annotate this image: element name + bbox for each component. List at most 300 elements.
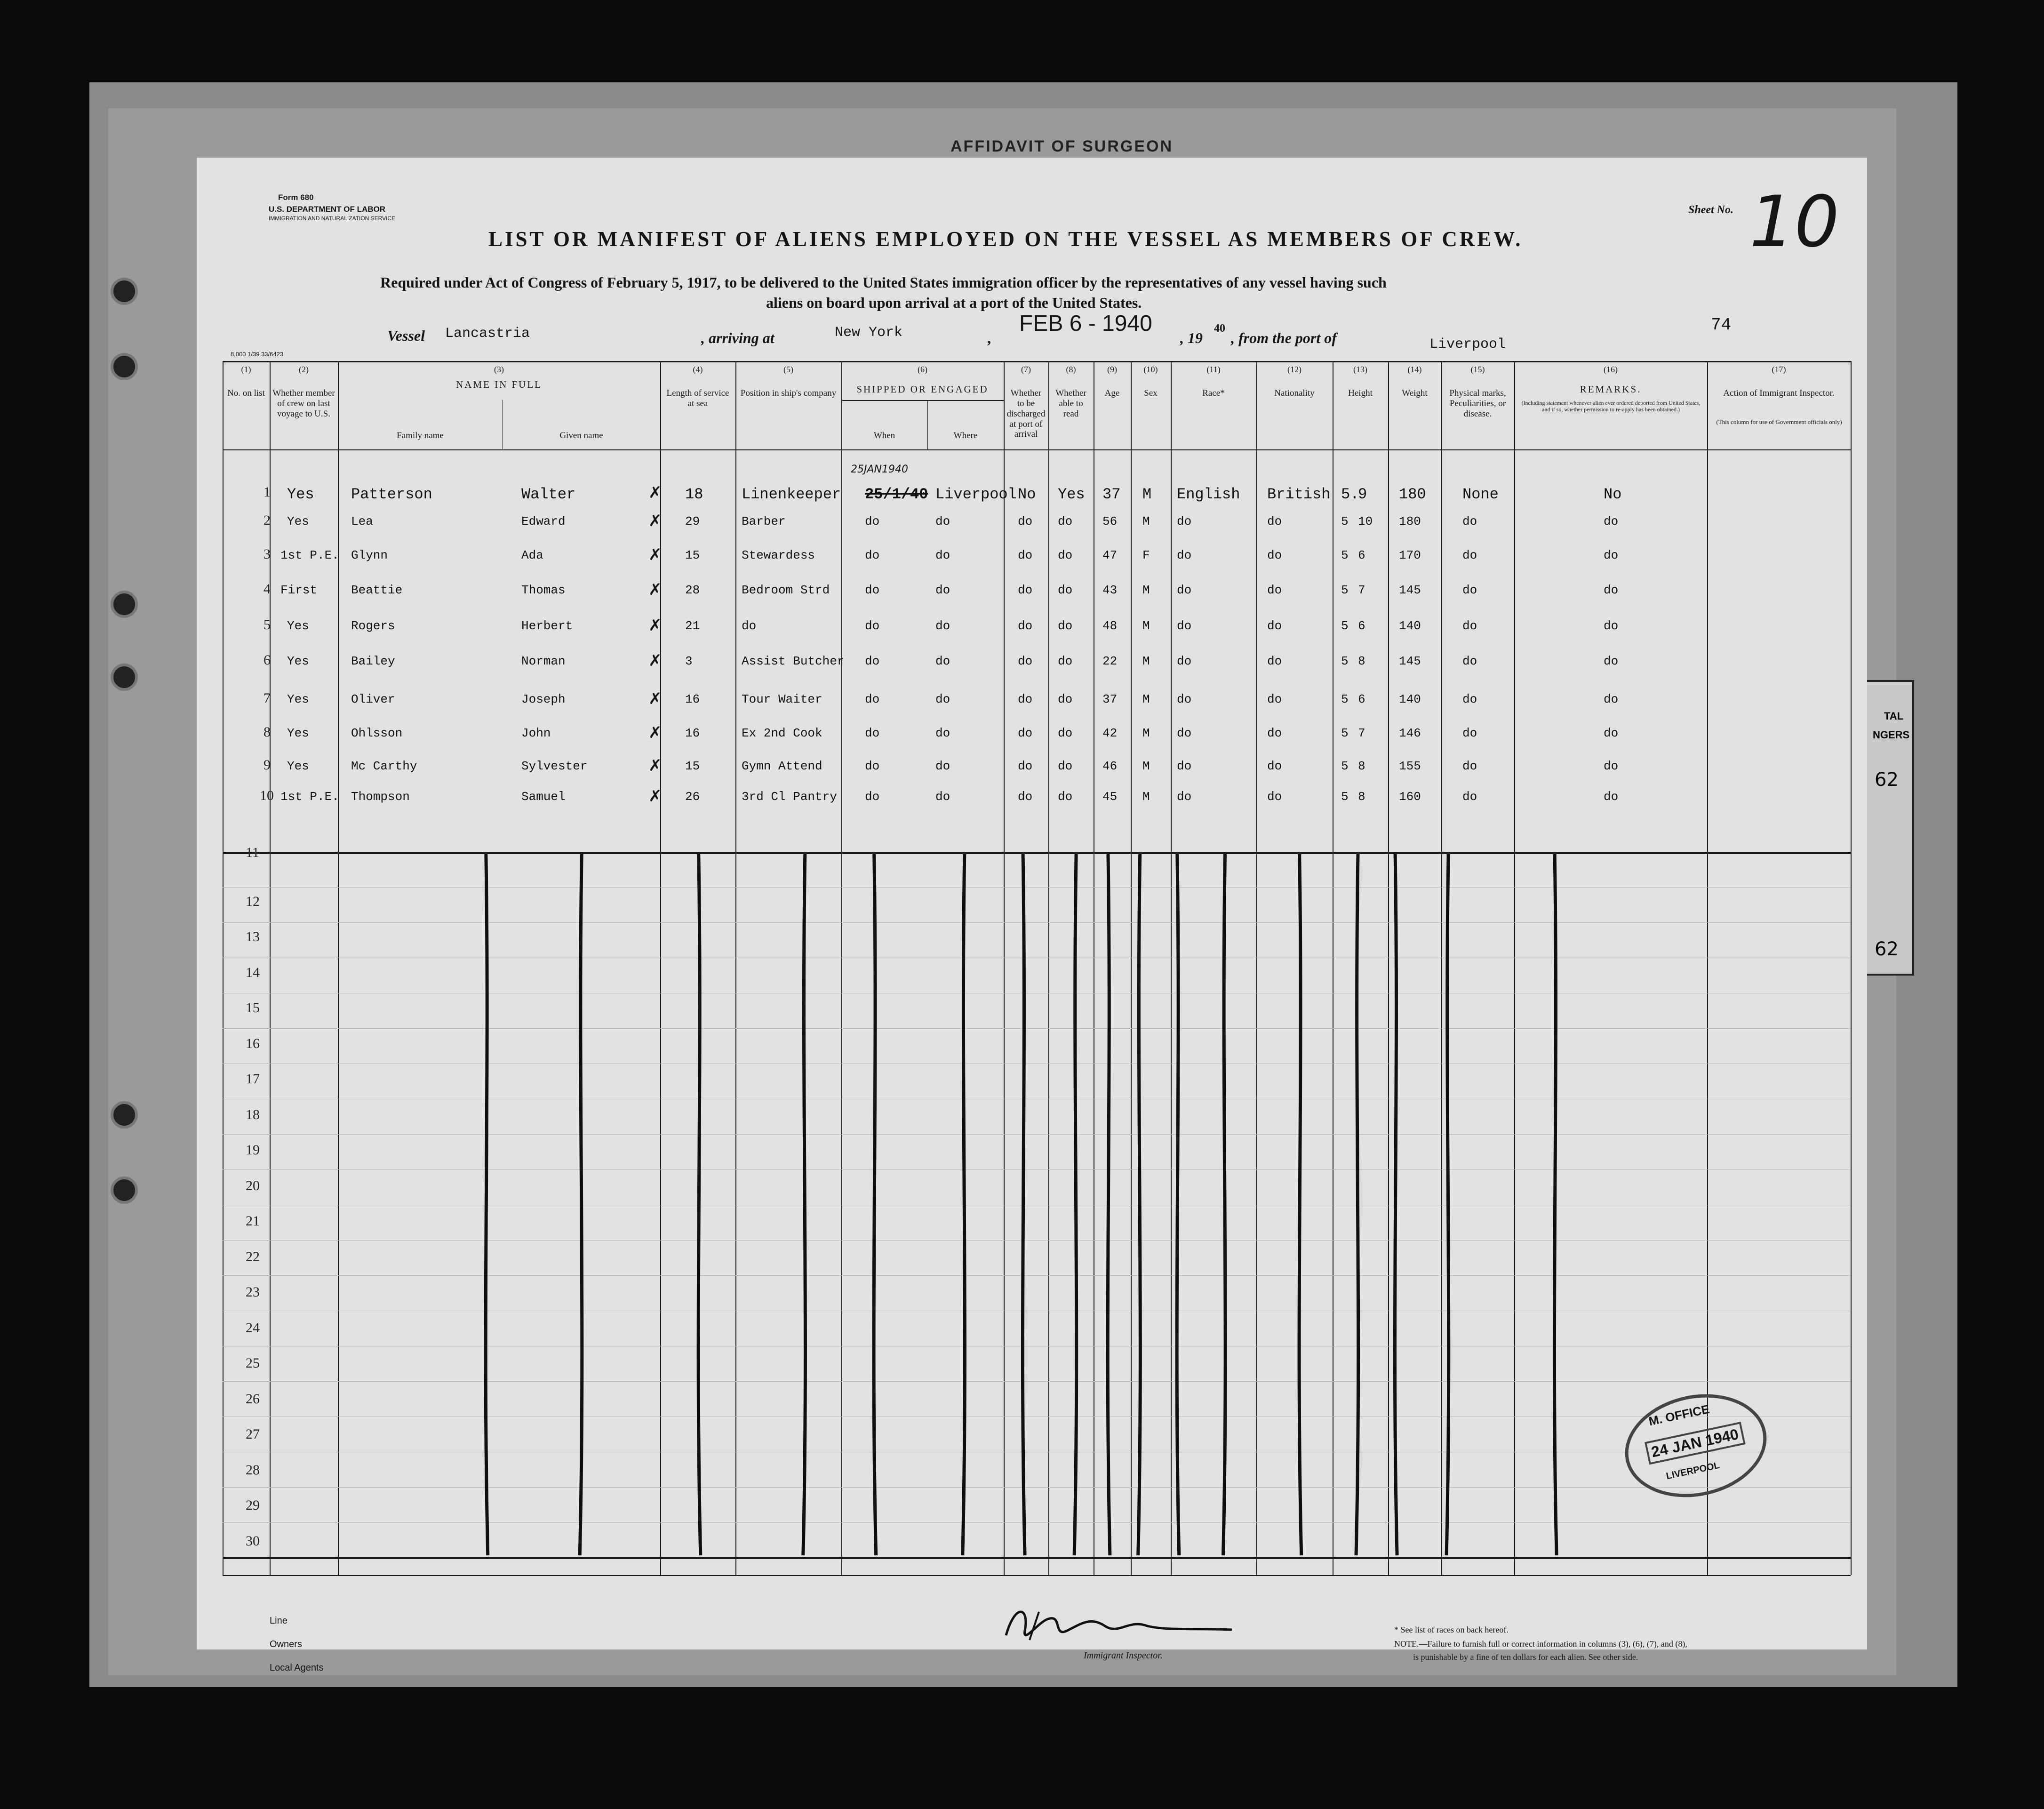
- remarks-cell: do: [1604, 514, 1619, 528]
- column-label: Physical marks, Peculiarities, or disease.: [1449, 388, 1506, 419]
- discharged-cell: do: [1018, 583, 1033, 597]
- remarks-cell: do: [1604, 692, 1619, 706]
- row-number: 6: [263, 652, 271, 668]
- nationality-cell: do: [1267, 619, 1282, 633]
- subtitle-line-2: aliens on board upon arrival at a port of the United States.: [766, 294, 1142, 311]
- empty-row-number: 22: [246, 1249, 260, 1265]
- height-feet-cell: 5: [1341, 759, 1349, 773]
- sex-cell: M: [1142, 790, 1150, 804]
- position-cell: 3rd Cl Pantry: [742, 790, 837, 804]
- row-number: 8: [263, 724, 271, 740]
- position-cell: Tour Waiter: [742, 692, 822, 706]
- given-name-cell: Thomas: [521, 583, 566, 597]
- sex-cell: M: [1142, 759, 1150, 773]
- empty-row-number: 21: [246, 1213, 260, 1229]
- given-name-cell: Samuel: [521, 790, 566, 804]
- stamped-date: FEB 6 - 1940: [1019, 311, 1152, 336]
- sex-cell: F: [1142, 548, 1150, 562]
- empty-row-number: 17: [246, 1071, 260, 1087]
- check-mark: ✗: [648, 723, 662, 742]
- family-name-cell: Rogers: [351, 619, 395, 633]
- physical-marks-cell: do: [1462, 654, 1477, 668]
- ditto-line: [486, 854, 488, 1555]
- check-mark: ✗: [648, 689, 662, 708]
- column-number: (8): [1066, 365, 1076, 374]
- height-inches-cell: 6: [1358, 548, 1365, 562]
- service-length-cell: 29: [685, 514, 700, 528]
- service: IMMIGRATION AND NATURALIZATION SERVICE: [269, 215, 396, 222]
- shipped-where-cell: do: [935, 548, 950, 562]
- column-number: (1): [241, 365, 251, 374]
- discharged-cell: do: [1018, 548, 1033, 562]
- check-mark: ✗: [648, 616, 662, 635]
- nationality-cell: do: [1267, 759, 1282, 773]
- column-label: Action of Immigrant Inspector.: [1723, 388, 1835, 398]
- subheader-given-name: Given name: [559, 431, 603, 440]
- height-feet-cell: 5: [1341, 548, 1349, 562]
- service-length-cell: 15: [685, 759, 700, 773]
- arrival-port: New York: [835, 325, 903, 341]
- row-number: 4: [263, 581, 271, 597]
- race-cell: do: [1177, 583, 1192, 597]
- weight-cell: 180: [1399, 486, 1426, 503]
- discharged-cell: do: [1018, 619, 1033, 633]
- weight-cell: 140: [1399, 692, 1421, 706]
- column-label: Whether to be discharged at port of arrival: [1006, 388, 1046, 440]
- weight-cell: 160: [1399, 790, 1421, 804]
- last-voyage-cell: Yes: [287, 514, 309, 528]
- column-label: Age: [1104, 388, 1120, 398]
- last-voyage-cell: Yes: [287, 619, 309, 633]
- race-cell: do: [1177, 619, 1192, 633]
- empty-row-number: 13: [246, 929, 260, 945]
- given-name-cell: Edward: [521, 514, 566, 528]
- able-to-read-cell: do: [1058, 654, 1073, 668]
- ditto-strike-lines: [197, 158, 1867, 1649]
- column-number: (4): [693, 365, 703, 374]
- column-number: (6): [918, 365, 927, 374]
- empty-row-number: 14: [246, 964, 260, 980]
- shipped-date-annotation: 25JAN1940: [851, 464, 908, 475]
- physical-marks-cell: do: [1462, 514, 1477, 528]
- ditto-line: [1356, 854, 1358, 1555]
- check-mark: ✗: [648, 651, 662, 670]
- position-cell: Assist Butcher: [742, 654, 845, 668]
- shipped-when-cell: do: [865, 692, 880, 706]
- age-cell: 56: [1102, 514, 1118, 528]
- given-name-cell: Norman: [521, 654, 566, 668]
- service-length-cell: 28: [685, 583, 700, 597]
- shipped-where-cell: do: [935, 759, 950, 773]
- ditto-line: [698, 854, 701, 1555]
- remarks-cell: do: [1604, 759, 1619, 773]
- height-feet-cell: 5: [1341, 583, 1349, 597]
- physical-marks-cell: do: [1462, 692, 1477, 706]
- empty-row-number: 30: [246, 1533, 260, 1549]
- family-name-cell: Ohlsson: [351, 726, 403, 740]
- empty-row-number: 18: [246, 1106, 260, 1122]
- height-inches-cell: 6: [1358, 692, 1365, 706]
- column-number: (17): [1772, 365, 1786, 374]
- punch-hole: [111, 353, 138, 380]
- year-prefix: , 19: [1180, 329, 1203, 346]
- discharged-cell: do: [1018, 654, 1033, 668]
- discharged-cell: do: [1018, 726, 1033, 740]
- given-name-cell: Herbert: [521, 619, 573, 633]
- side-tally-sheet: [1863, 680, 1914, 976]
- arriving-label: , arriving at: [701, 329, 774, 346]
- sheet-label: Sheet No.: [1688, 204, 1733, 216]
- remarks-cell: do: [1604, 583, 1619, 597]
- from-port-label: , from the port of: [1231, 329, 1337, 346]
- column-label: Weight: [1402, 388, 1428, 398]
- age-cell: 37: [1102, 486, 1121, 503]
- weight-cell: 180: [1399, 514, 1421, 528]
- empty-row-number: 25: [246, 1355, 260, 1371]
- shipped-where-cell: do: [935, 726, 950, 740]
- age-cell: 47: [1102, 548, 1118, 562]
- column-number: (16): [1604, 365, 1618, 374]
- column-number: (10): [1143, 365, 1158, 374]
- family-name-cell: Oliver: [351, 692, 395, 706]
- age-cell: 48: [1102, 619, 1118, 633]
- family-name-cell: Beattie: [351, 583, 403, 597]
- able-to-read-cell: Yes: [1058, 486, 1085, 503]
- height-feet-cell: 5: [1341, 654, 1349, 668]
- row-number: 9: [263, 757, 271, 773]
- service-length-cell: 15: [685, 548, 700, 562]
- shipped-when-cell: do: [865, 790, 880, 804]
- shipped-where-cell: do: [935, 654, 950, 668]
- sex-cell: M: [1142, 486, 1152, 503]
- check-mark: ✗: [648, 787, 662, 806]
- able-to-read-cell: do: [1058, 692, 1073, 706]
- height-inches-cell: 8: [1358, 790, 1365, 804]
- family-name-cell: Patterson: [351, 486, 432, 503]
- ditto-line: [1554, 854, 1557, 1555]
- empty-row-number: 27: [246, 1426, 260, 1442]
- last-voyage-cell: First: [280, 583, 318, 597]
- given-name-cell: John: [521, 726, 551, 740]
- column-label: Length of service at sea: [666, 388, 729, 408]
- discharged-cell: do: [1018, 514, 1033, 528]
- height-feet-cell: 5: [1341, 726, 1349, 740]
- height-feet-cell: 5: [1341, 619, 1349, 633]
- sex-cell: M: [1142, 726, 1150, 740]
- ditto-line: [1022, 854, 1025, 1555]
- shipped-where-cell: Liverpool: [935, 486, 1017, 503]
- remarks-cell: do: [1604, 726, 1619, 740]
- sex-cell: M: [1142, 654, 1150, 668]
- punch-hole: [111, 1101, 138, 1129]
- affidavit-label: AFFIDAVIT OF SURGEON: [950, 137, 1174, 155]
- column-label: Height: [1348, 388, 1373, 398]
- nationality-cell: do: [1267, 726, 1282, 740]
- able-to-read-cell: do: [1058, 759, 1073, 773]
- discharged-cell: No: [1018, 486, 1036, 503]
- position-cell: Bedroom Strd: [742, 583, 830, 597]
- position-cell: Gymn Attend: [742, 759, 822, 773]
- physical-marks-cell: None: [1462, 486, 1499, 503]
- column-number: (5): [783, 365, 793, 374]
- ditto-line: [803, 854, 806, 1555]
- given-name-cell: Sylvester: [521, 759, 588, 773]
- tally-count-top: 62: [1875, 769, 1899, 791]
- ditto-line: [874, 854, 876, 1555]
- service-length-cell: 18: [685, 486, 703, 503]
- column-label: SHIPPED OR ENGAGED: [856, 384, 989, 395]
- sex-cell: M: [1142, 583, 1150, 597]
- empty-row-number: 15: [246, 1000, 260, 1016]
- ditto-line: [1395, 854, 1397, 1555]
- stamp-line-3: LIVERPOOL: [1665, 1460, 1721, 1482]
- tally-count-bottom: 62: [1875, 938, 1899, 960]
- remarks-note: (Including statement whenever alien ever ordered deported from United States, and if so, whether permission to re-apply has been obtained.): [1521, 400, 1701, 413]
- physical-marks-cell: do: [1462, 759, 1477, 773]
- column-number: (3): [494, 365, 504, 374]
- ditto-line: [963, 854, 965, 1555]
- height-feet-cell: 5: [1341, 514, 1349, 528]
- shipped-when-cell: do: [865, 619, 880, 633]
- subheader-where: Where: [953, 431, 978, 440]
- age-cell: 22: [1102, 654, 1118, 668]
- weight-cell: 145: [1399, 654, 1421, 668]
- age-cell: 37: [1102, 692, 1118, 706]
- empty-row-number: 24: [246, 1320, 260, 1336]
- ditto-line: [1108, 854, 1110, 1555]
- shipped-when-cell: do: [865, 726, 880, 740]
- race-cell: do: [1177, 548, 1192, 562]
- race-cell: do: [1177, 759, 1192, 773]
- empty-row-number: 19: [246, 1142, 260, 1158]
- vessel-label: Vessel: [387, 327, 425, 344]
- column-label: Whether able to read: [1055, 388, 1086, 419]
- able-to-read-cell: do: [1058, 790, 1073, 804]
- empty-row-number: 29: [246, 1497, 260, 1513]
- punch-hole: [111, 591, 138, 618]
- departure-port: Liverpool: [1429, 336, 1506, 352]
- row-number: 2: [263, 512, 271, 528]
- position-cell: Barber: [742, 514, 786, 528]
- tally-label-2: NGERS: [1873, 729, 1910, 741]
- date-comma: ,: [987, 329, 991, 346]
- weight-cell: 155: [1399, 759, 1421, 773]
- print-code: 8,000 1/39 33/6423: [231, 351, 284, 358]
- service-length-cell: 26: [685, 790, 700, 804]
- row-number: 1: [263, 484, 271, 500]
- position-cell: Ex 2nd Cook: [742, 726, 822, 740]
- shipped-when-cell: do: [865, 583, 880, 597]
- remarks-cell: do: [1604, 548, 1619, 562]
- height-inches-cell: 8: [1358, 759, 1365, 773]
- tally-label-1: TAL: [1884, 710, 1904, 722]
- empty-row-number: 20: [246, 1177, 260, 1193]
- line-label: Line: [270, 1616, 287, 1626]
- given-name-cell: Walter: [521, 486, 576, 503]
- column-label: REMARKS.: [1580, 384, 1642, 395]
- given-name-cell: Joseph: [521, 692, 566, 706]
- nationality-cell: do: [1267, 583, 1282, 597]
- race-cell: do: [1177, 654, 1192, 668]
- footnote-races: * See list of races on back hereof.: [1394, 1625, 1509, 1634]
- ditto-line: [580, 854, 582, 1555]
- signature-caption: Immigrant Inspector.: [1084, 1650, 1163, 1661]
- weight-cell: 140: [1399, 619, 1421, 633]
- punch-hole: [111, 664, 138, 691]
- column-number: (15): [1470, 365, 1485, 374]
- nationality-cell: do: [1267, 514, 1282, 528]
- sex-cell: M: [1142, 692, 1150, 706]
- last-voyage-cell: 1st P.E.: [280, 790, 339, 804]
- subtitle-line-1: Required under Act of Congress of February 5, 1917, to be delivered to the United States immigration officer by the representatives of any vessel having such: [380, 274, 1387, 291]
- remarks-cell: do: [1604, 790, 1619, 804]
- shipped-when-cell: do: [865, 654, 880, 668]
- column-number: (9): [1107, 365, 1117, 374]
- race-cell: do: [1177, 514, 1192, 528]
- race-cell: do: [1177, 726, 1192, 740]
- column-number: (12): [1287, 365, 1301, 374]
- nationality-cell: do: [1267, 654, 1282, 668]
- able-to-read-cell: do: [1058, 548, 1073, 562]
- height-inches-cell: 10: [1358, 514, 1373, 528]
- last-voyage-cell: Yes: [287, 692, 309, 706]
- check-mark: ✗: [648, 545, 662, 564]
- position-cell: Stewardess: [742, 548, 815, 562]
- race-cell: do: [1177, 790, 1192, 804]
- height-inches-cell: 6: [1358, 619, 1365, 633]
- last-voyage-cell: 1st P.E.: [280, 548, 339, 562]
- shipped-when-cell: do: [865, 514, 880, 528]
- race-cell: do: [1177, 692, 1192, 706]
- nationality-cell: do: [1267, 692, 1282, 706]
- shipped-when-cell: 25/1/40: [865, 486, 928, 503]
- subheader-family-name: Family name: [397, 431, 444, 440]
- owners-label: Owners: [270, 1639, 302, 1649]
- shipped-when-cell: do: [865, 759, 880, 773]
- family-name-cell: Thompson: [351, 790, 410, 804]
- race-cell: English: [1177, 486, 1240, 503]
- check-mark: ✗: [648, 756, 662, 775]
- empty-row-number: 23: [246, 1284, 260, 1300]
- age-cell: 45: [1102, 790, 1118, 804]
- family-name-cell: Glynn: [351, 548, 388, 562]
- height-inches-cell: 7: [1358, 726, 1365, 740]
- last-voyage-cell: Yes: [287, 726, 309, 740]
- year-suffix: 40: [1214, 322, 1225, 335]
- nationality-cell: do: [1267, 548, 1282, 562]
- column-label: NAME IN FULL: [456, 379, 542, 390]
- column-number: (14): [1407, 365, 1422, 374]
- check-mark: ✗: [648, 512, 662, 530]
- inspector-note: (This column for use of Government officials only): [1716, 418, 1842, 425]
- ditto-line: [1138, 854, 1141, 1555]
- empty-row-number: 11: [246, 845, 259, 860]
- row-number: 10: [260, 788, 274, 803]
- column-number: (7): [1021, 365, 1031, 374]
- physical-marks-cell: do: [1462, 548, 1477, 562]
- ditto-line: [1446, 854, 1449, 1555]
- height-inches-cell: 9: [1358, 486, 1367, 503]
- service-length-cell: 3: [685, 654, 693, 668]
- empty-row-number: 28: [246, 1462, 260, 1478]
- given-name-cell: Ada: [521, 548, 543, 562]
- remarks-cell: do: [1604, 619, 1619, 633]
- height-inches-cell: 8: [1358, 654, 1365, 668]
- list-number: 74: [1711, 315, 1732, 335]
- ditto-line: [1223, 854, 1226, 1555]
- able-to-read-cell: do: [1058, 619, 1073, 633]
- ditto-line: [1177, 854, 1179, 1555]
- family-name-cell: Lea: [351, 514, 373, 528]
- shipped-when-cell: do: [865, 548, 880, 562]
- empty-row-number: 26: [246, 1391, 260, 1407]
- shipped-where-cell: do: [935, 583, 950, 597]
- able-to-read-cell: do: [1058, 726, 1073, 740]
- sex-cell: M: [1142, 619, 1150, 633]
- position-cell: do: [742, 619, 757, 633]
- height-inches-cell: 7: [1358, 583, 1365, 597]
- service-length-cell: 21: [685, 619, 700, 633]
- column-label: Position in ship's company: [740, 388, 837, 398]
- subheader-when: When: [873, 431, 895, 440]
- page-title: LIST OR MANIFEST OF ALIENS EMPLOYED ON THE VESSEL AS MEMBERS OF CREW.: [488, 227, 1523, 251]
- height-feet-cell: 5: [1341, 692, 1349, 706]
- shipped-where-cell: do: [935, 692, 950, 706]
- height-feet-cell: 5.: [1341, 486, 1359, 503]
- remarks-cell: No: [1604, 486, 1622, 503]
- shipped-where-cell: do: [935, 790, 950, 804]
- check-mark: ✗: [648, 580, 662, 599]
- row-number: 3: [263, 546, 271, 562]
- physical-marks-cell: do: [1462, 726, 1477, 740]
- sex-cell: M: [1142, 514, 1150, 528]
- ditto-line: [1299, 854, 1301, 1555]
- last-voyage-cell: Yes: [287, 486, 314, 503]
- weight-cell: 170: [1399, 548, 1421, 562]
- footnote-fine-2: is punishable by a fine of ten dollars for each alien. See other side.: [1413, 1652, 1638, 1662]
- punch-hole: [111, 1177, 138, 1204]
- department: U.S. DEPARTMENT OF LABOR: [269, 205, 386, 214]
- column-number: (13): [1353, 365, 1367, 374]
- punch-hole: [111, 278, 138, 305]
- service-length-cell: 16: [685, 692, 700, 706]
- column-label: No. on list: [227, 388, 265, 398]
- empty-row-number: 12: [246, 893, 260, 909]
- able-to-read-cell: do: [1058, 583, 1073, 597]
- row-number: 7: [263, 690, 271, 706]
- form-number: Form 680: [278, 193, 314, 202]
- remarks-cell: do: [1604, 654, 1619, 668]
- vessel-name: Lancastria: [445, 326, 530, 342]
- discharged-cell: do: [1018, 759, 1033, 773]
- check-mark: ✗: [648, 483, 662, 502]
- column-number: (2): [299, 365, 309, 374]
- physical-marks-cell: do: [1462, 619, 1477, 633]
- manifest-page: [197, 158, 1867, 1673]
- family-name-cell: Mc Carthy: [351, 759, 417, 773]
- nationality-cell: British: [1267, 486, 1331, 503]
- local-agents-label: Local Agents: [270, 1663, 324, 1673]
- shipped-where-cell: do: [935, 514, 950, 528]
- column-number: (11): [1206, 365, 1221, 374]
- weight-cell: 145: [1399, 583, 1421, 597]
- able-to-read-cell: do: [1058, 514, 1073, 528]
- physical-marks-cell: do: [1462, 583, 1477, 597]
- ditto-line: [1074, 854, 1077, 1555]
- footnote-fine-1: NOTE.—Failure to furnish full or correct information in columns (3), (6), (7), and (8),: [1394, 1639, 1687, 1649]
- column-label: Race*: [1202, 388, 1225, 398]
- service-length-cell: 16: [685, 726, 700, 740]
